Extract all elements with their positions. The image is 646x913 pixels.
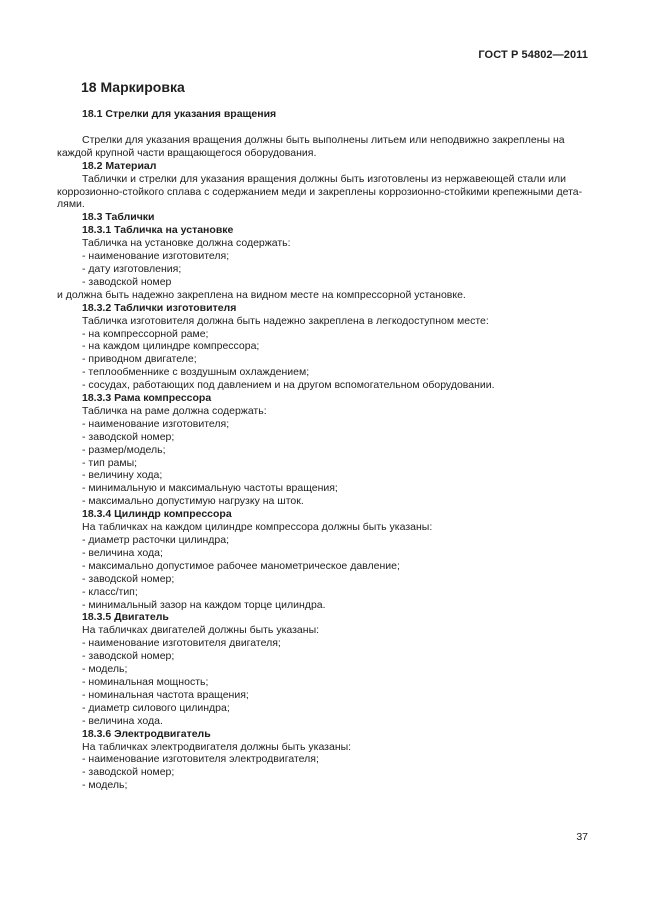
list-item: - наименование изготовителя двигателя;: [82, 637, 281, 650]
heading-18-3-1: 18.3.1 Табличка на установке: [82, 224, 234, 237]
list-item: - теплообменнике с воздушным охлаждением;: [82, 366, 310, 379]
list-item: - наименование изготовителя;: [82, 250, 230, 263]
list-item: - величина хода;: [82, 546, 163, 559]
document-body: [57, 108, 589, 792]
list-item: - максимально допустимую нагрузку на шток.: [82, 495, 304, 508]
list-item: - размер/модель;: [82, 443, 166, 456]
heading-18-2: 18.2 Материал: [82, 159, 157, 172]
list-item: - модель;: [82, 663, 128, 676]
list-item: - минимальный зазор на каждом торце цилиндра.: [82, 598, 326, 611]
heading-18-3-4: 18.3.4 Цилиндр компрессора: [82, 508, 232, 521]
list-item: - величина хода.: [82, 714, 163, 727]
list-item: - модель;: [82, 779, 128, 792]
paragraph-line: Табличка на раме должна содержать:: [82, 404, 267, 417]
list-item: - наименование изготовителя электродвигателя;: [82, 753, 319, 766]
page-number: 37: [576, 831, 588, 843]
section-title: 18 Маркировка: [81, 79, 185, 95]
paragraph-line: На табличках на каждом цилиндре компрессора должны быть указаны:: [82, 521, 433, 534]
paragraph-line: На табличках электродвигателя должны быть указаны:: [82, 740, 352, 753]
list-item: - заводской номер;: [82, 650, 175, 663]
list-item: - заводской номер;: [82, 572, 175, 585]
list-item: - дату изготовления;: [82, 262, 182, 275]
list-item: - номинальная мощность;: [82, 675, 209, 688]
list-item: - диаметр силового цилиндра;: [82, 701, 230, 714]
paragraph-line: Табличка изготовителя должна быть надежно закреплена в легкодоступном месте:: [82, 314, 489, 327]
list-item: - на компрессорной раме;: [82, 327, 209, 340]
list-item: - заводской номер;: [82, 430, 175, 443]
list-item: - сосудах, работающих под давлением и на другом вспомогательном оборудовании.: [82, 379, 495, 392]
list-item: - заводской номер: [82, 275, 172, 288]
list-item: - минимальную и максимальную частоты вращения;: [82, 482, 338, 495]
list-item: - максимально допустимое рабочее манометрическое давление;: [82, 559, 400, 572]
list-item: - величину хода;: [82, 469, 163, 482]
list-item: - номинальная частота вращения;: [82, 688, 249, 701]
heading-18-1: 18.1 Стрелки для указания вращения: [82, 108, 277, 120]
list-item: - заводской номер;: [82, 766, 175, 779]
list-item: - на каждом цилиндре компрессора;: [82, 340, 260, 353]
heading-18-3-2: 18.3.2 Таблички изготовителя: [82, 301, 237, 314]
list-item: - диаметр расточки цилиндра;: [82, 534, 229, 546]
list-item: - тип рамы;: [82, 456, 138, 469]
paragraph-line: каждой крупной части вращающегося оборудования.: [57, 146, 317, 159]
heading-18-3: 18.3 Таблички: [82, 211, 155, 224]
list-item: - приводном двигателе;: [82, 353, 197, 366]
paragraph-line: На табличках двигателей должны быть указаны:: [82, 624, 320, 637]
heading-18-3-5: 18.3.5 Двигатель: [82, 611, 169, 624]
paragraph-line: Таблички и стрелки для указания вращения должны быть изготовлены из нержавеющей стали или: [82, 172, 566, 185]
heading-18-3-3: 18.3.3 Рама компрессора: [82, 392, 212, 405]
list-item: - наименование изготовителя;: [82, 417, 230, 430]
paragraph-line: и должна быть надежно закреплена на видном месте на компрессорной установке.: [57, 288, 466, 301]
paragraph-line: лями.: [57, 198, 85, 211]
paragraph-line: Табличка на установке должна содержать:: [82, 237, 291, 250]
heading-18-3-6: 18.3.6 Электродвигатель: [82, 727, 211, 740]
paragraph-line: коррозионно-стойкого сплава с содержанием меди и закреплены коррозионно-стойкими крепежными дета-: [57, 185, 583, 198]
paragraph-line: Стрелки для указания вращения должны быть выполнены литьем или неподвижно закреплены на: [82, 133, 565, 146]
list-item: - класс/тип;: [82, 585, 138, 598]
standard-id: ГОСТ Р 54802—2011: [478, 49, 588, 61]
